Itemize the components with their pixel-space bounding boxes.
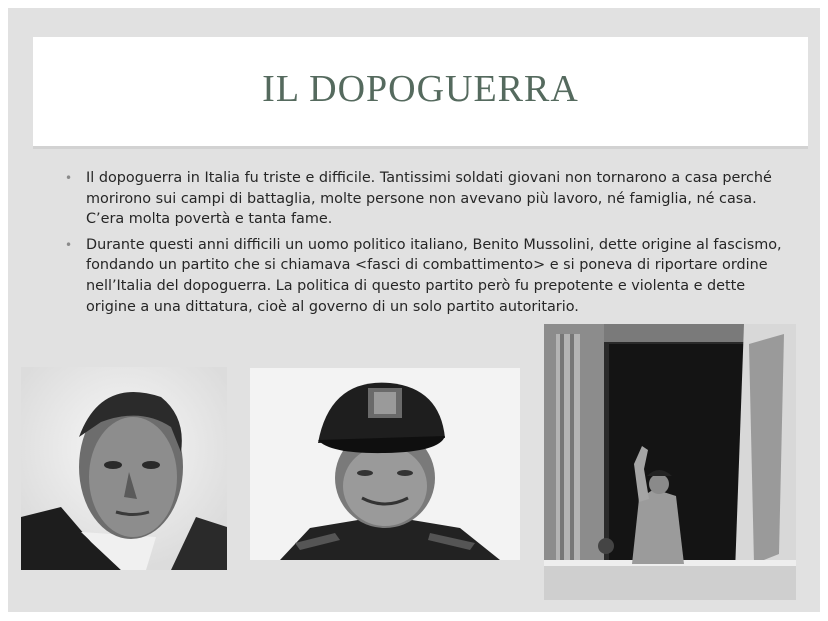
bullet-item xyxy=(63,168,793,230)
bullet-text: Durante questi anni difficili un uomo politico italiano, Benito Mussolini, dette origine al fascismo, fondando un partito che si chiamava <fasci di combattimento> e si poneva di riportare ordine nell’Italia del dopoguerra. La politica di questo partito però fu prepotente e violenta e dette origine a una dittatura, cioè al governo di un solo partito autoritario. xyxy=(86,236,782,315)
portrait-photo-military-cap xyxy=(250,368,520,560)
bullet-icon: • xyxy=(65,237,73,252)
slide-title: IL DOPOGUERRA xyxy=(262,68,579,110)
balcony-salute-photo xyxy=(544,324,796,600)
bullet-list xyxy=(63,168,793,322)
bullet-item xyxy=(63,235,793,317)
title-box xyxy=(33,37,808,149)
bullet-icon: • xyxy=(65,171,73,185)
portrait-photo-suit xyxy=(21,367,227,570)
bullet-text: Il dopoguerra in Italia fu triste e difficile. Tantissimi soldati giovani non tornarono a casa perché morirono sui campi di battaglia, molte persone non avevano più lavoro, né famiglia, né casa. C’era molta povertà e tanta fame. xyxy=(86,170,772,228)
